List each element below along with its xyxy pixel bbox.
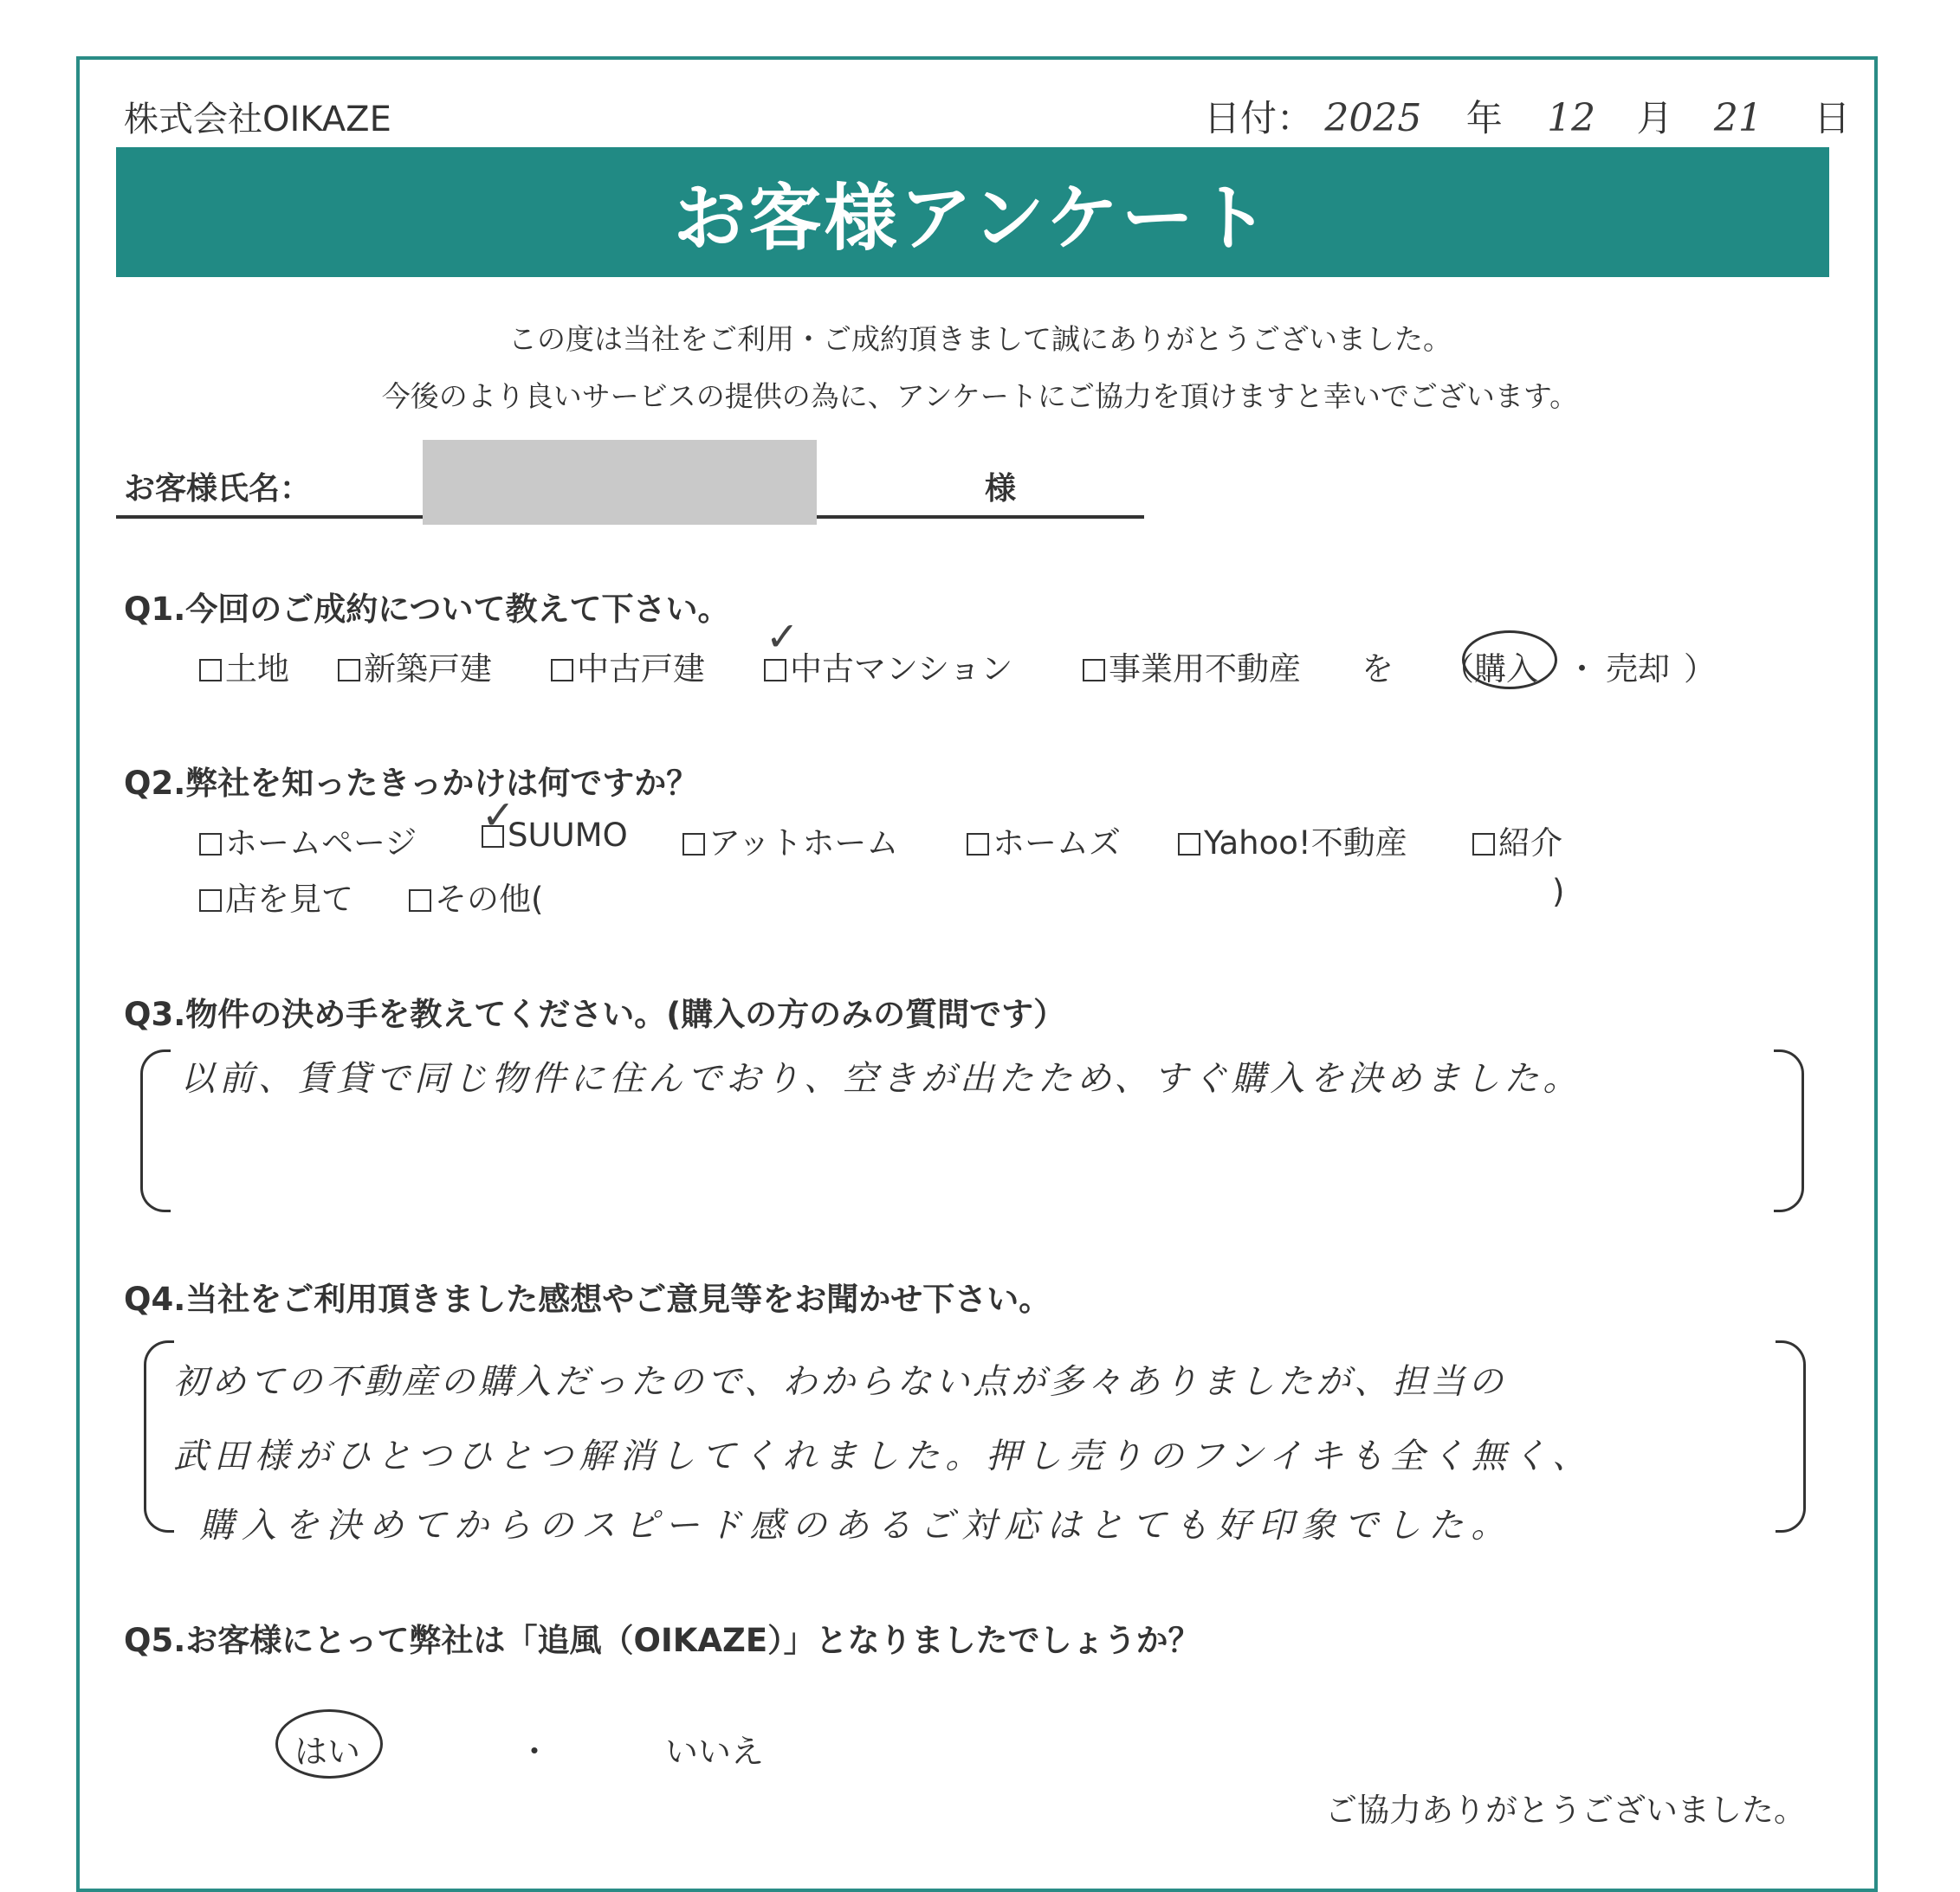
checkbox-checked[interactable]	[764, 659, 786, 681]
closing-message: ご協力ありがとうございました。	[1325, 1792, 1806, 1829]
q2-option-homepage[interactable]	[199, 817, 417, 863]
intro-line-2: 今後のより良いサービスの提供の為に、アンケートにご協力を頂けますと幸いでございます。	[381, 379, 1579, 413]
q5-yes-circle	[275, 1709, 383, 1779]
company-name: 株式会社OIKAZE	[124, 100, 391, 139]
q4-answer-line-1: 初めての不動産の購入だったので、わからない点が多々ありましたが、担当の	[173, 1362, 1507, 1402]
q2-option-athome[interactable]	[682, 817, 898, 863]
option-label: ホームズ	[993, 824, 1121, 862]
q2-option-yahoo[interactable]	[1178, 817, 1407, 863]
q1-option-used-mansion[interactable]	[764, 643, 1012, 689]
q1-dot: ・	[1566, 650, 1598, 688]
date-day: 21	[1713, 96, 1763, 140]
date-label: 日付：	[1204, 97, 1314, 139]
q4-bracket-right	[1776, 1340, 1806, 1533]
checkbox[interactable]	[199, 833, 222, 856]
q1-buy[interactable]: 購入	[1474, 650, 1538, 688]
date-day-unit: 日	[1814, 97, 1851, 139]
page-title: お客様アンケート	[673, 175, 1272, 261]
q5-yes[interactable]: はい	[294, 1733, 361, 1771]
q1-option-business[interactable]	[1083, 643, 1301, 689]
q2-option-referral[interactable]	[1472, 817, 1562, 863]
checkbox[interactable]	[199, 659, 222, 681]
date-month-unit: 月	[1636, 97, 1673, 139]
option-label: 中古戸建	[577, 650, 705, 688]
q2-question: Q2.弊社を知ったきっかけは何ですか？	[124, 765, 699, 802]
q1-buy-circle	[1462, 630, 1557, 689]
checkbox[interactable]	[409, 889, 431, 912]
intro-line-1: この度は当社をご利用・ご成約頂きまして誠にありがとうございました。	[508, 322, 1452, 356]
option-label: アットホーム	[708, 824, 899, 862]
date-year-unit: 年	[1465, 97, 1503, 139]
q2-option-store[interactable]	[199, 873, 353, 920]
date-year: 2025	[1324, 96, 1422, 140]
checkbox[interactable]	[1178, 833, 1200, 856]
q3-question: Q3.物件の決め手を教えてください。(購入の方のみの質問です）	[124, 996, 1066, 1033]
option-label: 新築戸建	[364, 650, 492, 688]
checkbox[interactable]	[199, 889, 222, 912]
q4-answer-line-3: 購入を決めてからのスピード感のあるご対応はとても好印象でした。	[199, 1506, 1514, 1546]
q5-question: Q5.お客様にとって弊社は「追風（OIKAZE）」となりましたでしょうか？	[124, 1622, 1200, 1659]
checkbox[interactable]	[682, 833, 705, 856]
option-label: 中古マンション	[790, 650, 1013, 688]
date-field	[1204, 90, 1850, 142]
q4-answer-line-2: 武田様がひとつひとつ解消してくれました。押し売りのフンイキも全く無く、	[173, 1437, 1593, 1476]
checkbox[interactable]	[551, 659, 573, 681]
q4-question: Q4.当社をご利用頂きました感想やご意見等をお聞かせ下さい。	[124, 1281, 1051, 1318]
option-label: 土地	[225, 650, 289, 688]
q1-option-new-house[interactable]	[338, 643, 492, 689]
option-label: 紹介	[1498, 824, 1562, 862]
q2-option-homes[interactable]	[967, 817, 1121, 863]
q1-option-used-house[interactable]	[551, 643, 705, 689]
title-banner	[116, 147, 1829, 277]
option-label: 事業用不動産	[1109, 650, 1301, 688]
q5-no[interactable]: いいえ	[665, 1733, 765, 1771]
option-label: SUUMO	[508, 817, 628, 854]
checkbox[interactable]	[1472, 833, 1495, 856]
customer-name-suffix: 様	[985, 471, 1017, 507]
check-mark-icon: ✓	[766, 613, 799, 660]
q1-question: Q1.今回のご成約について教えて下さい。	[124, 591, 730, 628]
q4-bracket-left	[144, 1340, 174, 1533]
q3-answer: 以前、賃貸で同じ物件に住んでおり、空きが出たため、すぐ購入を決めました。	[180, 1059, 1582, 1099]
checkbox[interactable]	[1083, 659, 1105, 681]
q2-other-close: )	[1552, 873, 1565, 910]
option-label: ホームページ	[225, 824, 417, 862]
q1-sell[interactable]: 売却	[1606, 650, 1670, 688]
q1-paren-close: ）	[1684, 650, 1716, 688]
date-month: 12	[1547, 96, 1596, 140]
q3-bracket-left	[140, 1049, 171, 1212]
option-label: Yahoo!不動産	[1204, 824, 1407, 862]
customer-name-redacted	[423, 440, 817, 525]
q1-paren-open: （	[1442, 650, 1474, 688]
checkbox[interactable]	[967, 833, 989, 856]
customer-name-label: お客様氏名：	[124, 471, 312, 507]
checkbox[interactable]	[338, 659, 360, 681]
q3-bracket-right	[1774, 1049, 1804, 1212]
q2-option-other[interactable]	[409, 873, 543, 920]
option-label: 店を見て	[225, 881, 353, 918]
q1-option-land[interactable]	[199, 643, 289, 689]
check-mark-icon: ✓	[482, 791, 515, 838]
q1-connector: を	[1362, 650, 1394, 688]
q5-dot: ・	[518, 1733, 552, 1771]
option-label: その他(	[435, 881, 544, 918]
